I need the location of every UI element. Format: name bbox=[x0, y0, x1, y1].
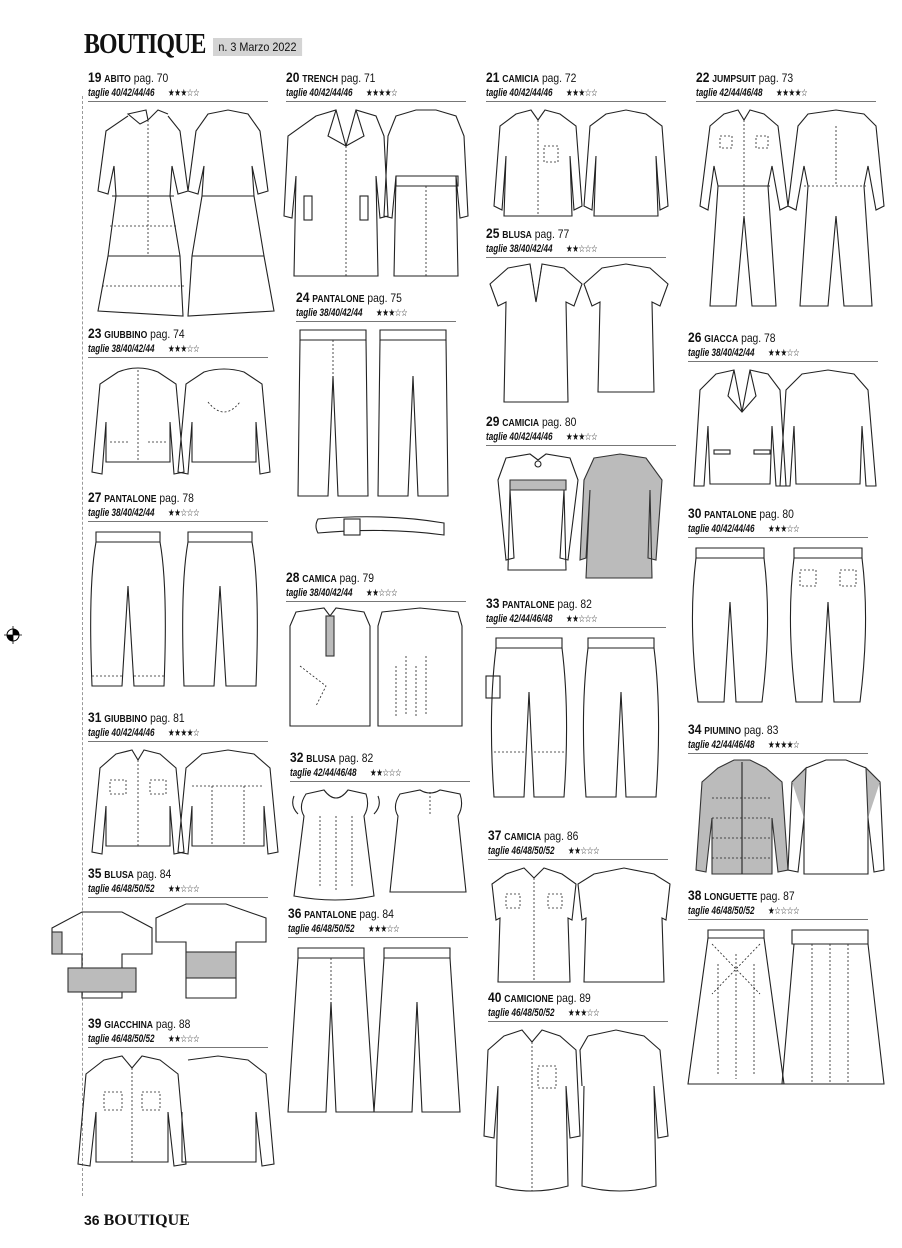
item-number: 39 bbox=[88, 1015, 102, 1031]
pattern-item-21[interactable] bbox=[486, 70, 666, 226]
difficulty-stars-icon: ★★★★☆ bbox=[775, 88, 808, 99]
item-name: GIACCHINA bbox=[104, 1020, 154, 1031]
pattern-item-20[interactable] bbox=[286, 70, 466, 281]
pattern-item-26[interactable] bbox=[688, 330, 878, 491]
item-sizes: taglie 46/48/50/52 bbox=[688, 905, 755, 917]
item-page: pag. 72 bbox=[541, 71, 577, 85]
item-number: 29 bbox=[486, 413, 500, 429]
item-number: 20 bbox=[286, 69, 300, 85]
difficulty-stars-icon: ★★☆☆☆ bbox=[167, 1034, 200, 1045]
pattern-item-34[interactable] bbox=[688, 722, 868, 883]
item-name: PIUMINO bbox=[704, 726, 742, 737]
item-sizes: taglie 42/44/46/48 bbox=[696, 87, 763, 99]
item-page: pag. 84 bbox=[136, 867, 172, 881]
item-sizes: taglie 40/42/44/46 bbox=[486, 431, 553, 443]
long-shirt-sketch-icon bbox=[468, 1026, 678, 1196]
item-name: CAMICIA bbox=[502, 418, 540, 429]
jacket-sketch-icon bbox=[88, 362, 288, 482]
item-sizes: taglie 40/42/44/46 bbox=[88, 87, 155, 99]
item-name: BLUSA bbox=[104, 870, 134, 881]
item-number: 30 bbox=[688, 505, 702, 521]
item-page: pag. 74 bbox=[150, 327, 185, 341]
item-number: 36 bbox=[288, 905, 302, 921]
pattern-item-32[interactable] bbox=[290, 750, 470, 906]
difficulty-stars-icon: ★★☆☆☆ bbox=[365, 588, 398, 599]
item-sizes: taglie 46/48/50/52 bbox=[88, 1033, 155, 1045]
short-sleeve-shirt-sketch-icon bbox=[488, 864, 688, 989]
difficulty-stars-icon: ★★★★☆ bbox=[767, 740, 800, 751]
item-page: pag. 82 bbox=[338, 751, 374, 765]
pattern-item-24[interactable] bbox=[296, 290, 456, 549]
item-number: 35 bbox=[88, 865, 102, 881]
difficulty-stars-icon: ★★★☆☆ bbox=[767, 524, 800, 535]
item-sizes: taglie 46/48/50/52 bbox=[488, 1007, 555, 1019]
item-sizes: taglie 40/42/44/46 bbox=[486, 87, 553, 99]
shirt-sketch-icon bbox=[486, 106, 686, 226]
item-page: pag. 70 bbox=[133, 71, 169, 85]
short-jacket-sketch-icon bbox=[68, 1052, 288, 1177]
pattern-item-37[interactable] bbox=[488, 828, 668, 989]
pattern-item-40[interactable] bbox=[488, 990, 668, 1196]
pattern-item-36[interactable] bbox=[288, 906, 468, 1117]
item-sizes: taglie 38/40/42/44 bbox=[296, 307, 363, 319]
item-sizes: taglie 38/40/42/44 bbox=[486, 243, 553, 255]
item-page: pag. 77 bbox=[534, 227, 570, 241]
difficulty-stars-icon: ★★★☆☆ bbox=[167, 344, 200, 355]
ruffle-blouse-sketch-icon bbox=[290, 786, 480, 906]
item-number: 27 bbox=[88, 489, 102, 505]
boxy-blouse-sketch-icon bbox=[52, 902, 272, 1002]
item-number: 40 bbox=[488, 989, 502, 1005]
item-sizes: taglie 42/44/46/48 bbox=[688, 739, 755, 751]
item-page: pag. 78 bbox=[741, 331, 776, 345]
difficulty-stars-icon: ★★★★☆ bbox=[167, 728, 200, 739]
item-name: GIUBBINO bbox=[104, 330, 148, 341]
item-sizes: taglie 46/48/50/52 bbox=[288, 923, 355, 935]
item-name: PANTALONE bbox=[502, 600, 555, 611]
item-sizes: taglie 42/44/46/48 bbox=[486, 613, 553, 625]
item-number: 19 bbox=[88, 69, 102, 85]
item-page: pag. 86 bbox=[543, 829, 579, 843]
difficulty-stars-icon: ★★★★☆ bbox=[365, 88, 398, 99]
item-number: 31 bbox=[88, 709, 102, 725]
footer-logo: BOUTIQUE bbox=[103, 1212, 190, 1229]
pattern-item-27[interactable] bbox=[88, 490, 268, 691]
pattern-item-39[interactable] bbox=[88, 1016, 268, 1177]
difficulty-stars-icon: ★★☆☆☆ bbox=[565, 244, 598, 255]
difficulty-stars-icon: ★★☆☆☆ bbox=[567, 846, 600, 857]
item-page: pag. 71 bbox=[340, 71, 376, 85]
item-number: 28 bbox=[286, 569, 300, 585]
difficulty-stars-icon: ★★☆☆☆ bbox=[167, 884, 200, 895]
difficulty-stars-icon: ★★☆☆☆ bbox=[565, 614, 598, 625]
long-skirt-sketch-icon bbox=[688, 924, 888, 1094]
item-page: pag. 84 bbox=[359, 907, 394, 921]
difficulty-stars-icon: ★★☆☆☆ bbox=[167, 508, 200, 519]
pattern-item-38[interactable] bbox=[688, 888, 868, 1094]
item-sizes: taglie 46/48/50/52 bbox=[488, 845, 555, 857]
difficulty-stars-icon: ★★★☆☆ bbox=[565, 88, 598, 99]
item-page: pag. 73 bbox=[758, 71, 794, 85]
difficulty-stars-icon: ★★★☆☆ bbox=[565, 432, 598, 443]
item-name: CAMICIONE bbox=[504, 994, 554, 1005]
item-sizes: taglie 42/44/46/48 bbox=[290, 767, 357, 779]
item-name: PANTALONE bbox=[104, 494, 157, 505]
item-name: GIACCA bbox=[704, 334, 739, 345]
item-name: GIUBBINO bbox=[104, 714, 148, 725]
item-page: pag. 89 bbox=[556, 991, 591, 1005]
item-page: pag. 79 bbox=[339, 571, 374, 585]
item-sizes: taglie 40/42/44/46 bbox=[286, 87, 353, 99]
sleeveless-top-sketch-icon bbox=[286, 606, 486, 731]
pattern-item-23[interactable] bbox=[88, 326, 268, 482]
page-number: 36 bbox=[84, 1212, 100, 1228]
jumpsuit-sketch-icon bbox=[696, 106, 896, 316]
pattern-item-29[interactable] bbox=[486, 414, 676, 585]
item-page: pag. 87 bbox=[760, 889, 795, 903]
wide-trousers-sketch-icon bbox=[288, 942, 488, 1117]
pattern-item-33[interactable] bbox=[486, 596, 666, 807]
item-name: CAMICA bbox=[302, 574, 337, 585]
masthead bbox=[84, 28, 312, 58]
item-number: 22 bbox=[696, 69, 710, 85]
blouse-sketch-icon bbox=[486, 262, 686, 412]
pattern-item-31[interactable] bbox=[88, 710, 268, 861]
item-page: pag. 82 bbox=[557, 597, 592, 611]
magazine-logo: BOUTIQUE bbox=[84, 29, 206, 60]
page-footer bbox=[84, 1212, 190, 1230]
item-number: 37 bbox=[488, 827, 502, 843]
item-page: pag. 81 bbox=[150, 711, 185, 725]
belt-sketch-icon bbox=[314, 509, 454, 549]
puffer-jacket-sketch-icon bbox=[688, 758, 888, 883]
jogger-trousers-sketch-icon bbox=[688, 542, 888, 707]
cargo-trousers-sketch-icon bbox=[486, 632, 686, 807]
item-number: 21 bbox=[486, 69, 500, 85]
item-number: 26 bbox=[688, 329, 702, 345]
item-number: 25 bbox=[486, 225, 500, 241]
pattern-item-19[interactable] bbox=[88, 70, 268, 321]
item-page: pag. 80 bbox=[759, 507, 794, 521]
blouse-yoke-sketch-icon bbox=[486, 450, 686, 585]
item-name: BLUSA bbox=[306, 754, 336, 765]
blazer-sketch-icon bbox=[688, 366, 888, 491]
pattern-item-30[interactable] bbox=[688, 506, 868, 707]
item-number: 24 bbox=[296, 289, 310, 305]
trench-coat-sketch-icon bbox=[286, 106, 486, 281]
difficulty-stars-icon: ★★☆☆☆ bbox=[369, 768, 402, 779]
elastic-trousers-sketch-icon bbox=[88, 526, 288, 691]
item-sizes: taglie 40/42/44/46 bbox=[688, 523, 755, 535]
difficulty-stars-icon: ★★★☆☆ bbox=[375, 308, 408, 319]
item-name: LONGUETTE bbox=[704, 892, 758, 903]
item-name: CAMICIA bbox=[504, 832, 542, 843]
item-page: pag. 83 bbox=[743, 723, 779, 737]
difficulty-stars-icon: ★☆☆☆☆ bbox=[767, 906, 800, 917]
registration-mark-icon bbox=[4, 626, 22, 644]
item-number: 32 bbox=[290, 749, 304, 765]
item-name: PANTALONE bbox=[312, 294, 365, 305]
difficulty-stars-icon: ★★★☆☆ bbox=[167, 88, 200, 99]
difficulty-stars-icon: ★★★☆☆ bbox=[767, 348, 800, 359]
item-page: pag. 78 bbox=[159, 491, 194, 505]
trousers-sketch-icon bbox=[296, 326, 456, 501]
denim-jacket-sketch-icon bbox=[88, 746, 288, 861]
item-name: TRENCH bbox=[302, 74, 339, 85]
item-number: 34 bbox=[688, 721, 702, 737]
item-sizes: taglie 38/40/42/44 bbox=[286, 587, 353, 599]
pattern-item-28[interactable] bbox=[286, 570, 466, 731]
item-number: 33 bbox=[486, 595, 500, 611]
pattern-item-35[interactable] bbox=[88, 866, 268, 1002]
item-sizes: taglie 38/40/42/44 bbox=[688, 347, 755, 359]
item-page: pag. 80 bbox=[541, 415, 577, 429]
item-name: PANTALONE bbox=[704, 510, 757, 521]
item-page: pag. 88 bbox=[155, 1017, 191, 1031]
item-number: 38 bbox=[688, 887, 702, 903]
item-page: pag. 75 bbox=[367, 291, 402, 305]
item-name: JUMPSUIT bbox=[712, 74, 756, 85]
pattern-item-25[interactable] bbox=[486, 226, 666, 412]
difficulty-stars-icon: ★★★☆☆ bbox=[567, 1008, 600, 1019]
item-name: BLUSA bbox=[502, 230, 532, 241]
dress-sketch-icon bbox=[88, 106, 288, 321]
item-name: PANTALONE bbox=[304, 910, 357, 921]
pattern-item-22[interactable] bbox=[696, 70, 876, 316]
item-number: 23 bbox=[88, 325, 102, 341]
difficulty-stars-icon: ★★★☆☆ bbox=[367, 924, 400, 935]
item-name: ABITO bbox=[104, 74, 131, 85]
item-sizes: taglie 38/40/42/44 bbox=[88, 507, 155, 519]
issue-label: n. 3 Marzo 2022 bbox=[213, 38, 302, 56]
item-sizes: taglie 40/42/44/46 bbox=[88, 727, 155, 739]
item-sizes: taglie 46/48/50/52 bbox=[88, 883, 155, 895]
divider bbox=[82, 96, 83, 1196]
item-sizes: taglie 38/40/42/44 bbox=[88, 343, 155, 355]
item-name: CAMICIA bbox=[502, 74, 540, 85]
